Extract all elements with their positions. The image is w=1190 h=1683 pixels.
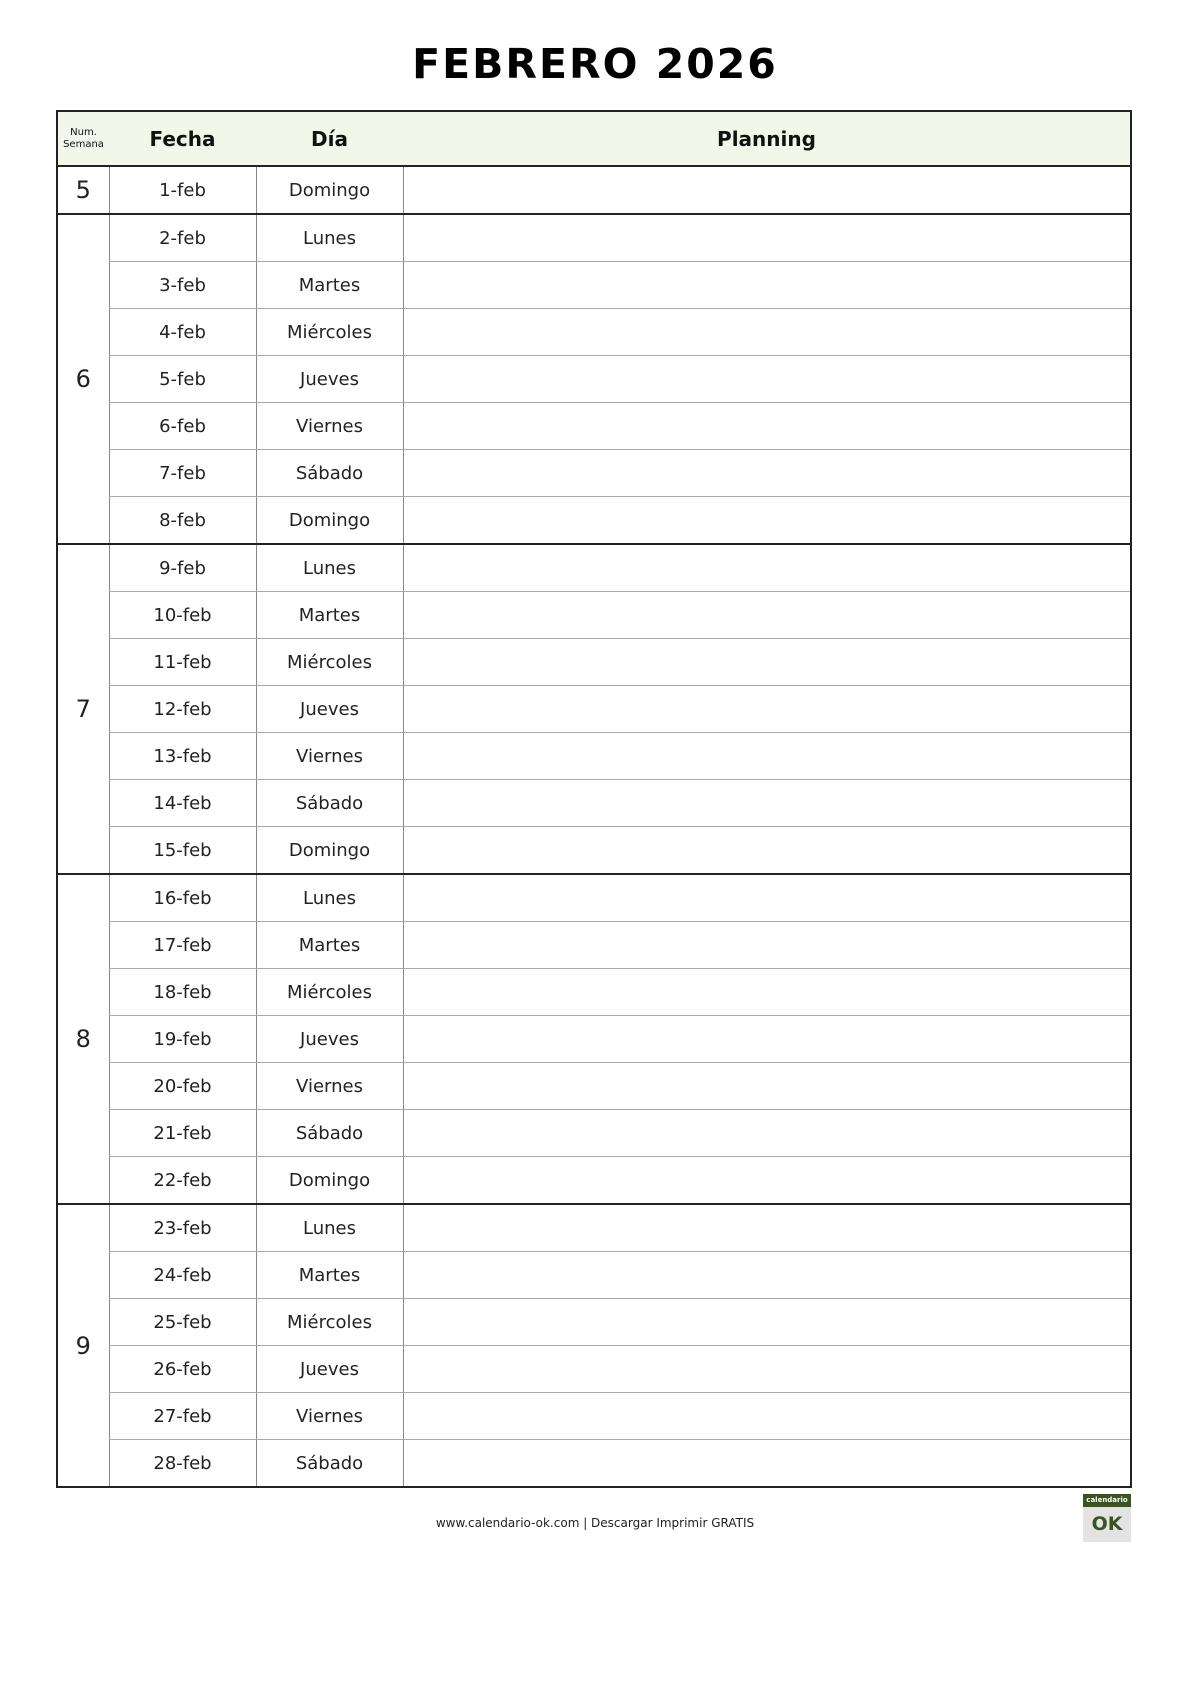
- day-cell: Martes: [256, 922, 403, 969]
- date-cell: 14-feb: [109, 780, 256, 827]
- planning-cell[interactable]: [403, 1016, 1131, 1063]
- planning-table: [56, 110, 1132, 1488]
- table-row: [57, 309, 1131, 356]
- table-header-row: [57, 111, 1131, 166]
- table-row: [57, 1063, 1131, 1110]
- date-cell: 24-feb: [109, 1252, 256, 1299]
- table-row: [57, 450, 1131, 497]
- day-cell: Miércoles: [256, 309, 403, 356]
- date-cell: 6-feb: [109, 403, 256, 450]
- day-cell: Miércoles: [256, 969, 403, 1016]
- week-number-cell: 8: [57, 874, 109, 1204]
- table-row: [57, 922, 1131, 969]
- planning-cell[interactable]: [403, 309, 1131, 356]
- date-cell: 22-feb: [109, 1157, 256, 1205]
- week-number-cell: 6: [57, 214, 109, 544]
- planning-header: Planning: [403, 111, 1131, 166]
- date-cell: 23-feb: [109, 1204, 256, 1252]
- planning-cell[interactable]: [403, 1252, 1131, 1299]
- date-cell: 7-feb: [109, 450, 256, 497]
- date-cell: 8-feb: [109, 497, 256, 545]
- date-cell: 17-feb: [109, 922, 256, 969]
- date-cell: 25-feb: [109, 1299, 256, 1346]
- planning-cell[interactable]: [403, 1204, 1131, 1252]
- page-title: FEBRERO 2026: [412, 40, 778, 88]
- day-cell: Viernes: [256, 1063, 403, 1110]
- table-row: [57, 262, 1131, 309]
- planning-cell[interactable]: [403, 1346, 1131, 1393]
- date-cell: 26-feb: [109, 1346, 256, 1393]
- calendario-ok-logo: [1083, 1494, 1131, 1542]
- planning-cell[interactable]: [403, 780, 1131, 827]
- table-row: [57, 1393, 1131, 1440]
- date-cell: 4-feb: [109, 309, 256, 356]
- planning-cell[interactable]: [403, 1393, 1131, 1440]
- logo-ok-text: OK: [1083, 1507, 1131, 1542]
- table-row: [57, 166, 1131, 214]
- planning-cell[interactable]: [403, 1157, 1131, 1205]
- planning-cell[interactable]: [403, 1063, 1131, 1110]
- planning-cell[interactable]: [403, 686, 1131, 733]
- table-row: [57, 1157, 1131, 1205]
- table-row: [57, 1110, 1131, 1157]
- day-cell: Sábado: [256, 1110, 403, 1157]
- week-number-cell: 9: [57, 1204, 109, 1487]
- table-row: [57, 356, 1131, 403]
- date-cell: 18-feb: [109, 969, 256, 1016]
- date-cell: 20-feb: [109, 1063, 256, 1110]
- day-cell: Martes: [256, 262, 403, 309]
- week-number-cell: 7: [57, 544, 109, 874]
- table-body: [57, 166, 1131, 1487]
- day-cell: Sábado: [256, 1440, 403, 1488]
- week-number-header: Num. Semana: [57, 111, 109, 166]
- table-row: [57, 874, 1131, 922]
- day-cell: Miércoles: [256, 1299, 403, 1346]
- date-cell: 19-feb: [109, 1016, 256, 1063]
- table-row: [57, 733, 1131, 780]
- table-row: [57, 827, 1131, 875]
- day-cell: Sábado: [256, 780, 403, 827]
- planning-cell[interactable]: [403, 733, 1131, 780]
- planning-cell[interactable]: [403, 450, 1131, 497]
- logo-top-text: calendario: [1083, 1494, 1131, 1507]
- day-cell: Domingo: [256, 1157, 403, 1205]
- table-row: [57, 544, 1131, 592]
- table-row: [57, 686, 1131, 733]
- planning-cell[interactable]: [403, 592, 1131, 639]
- planning-cell[interactable]: [403, 262, 1131, 309]
- table-row: [57, 1252, 1131, 1299]
- date-cell: 15-feb: [109, 827, 256, 875]
- date-cell: 16-feb: [109, 874, 256, 922]
- date-cell: 9-feb: [109, 544, 256, 592]
- date-cell: 11-feb: [109, 639, 256, 686]
- date-header: Fecha: [109, 111, 256, 166]
- table-row: [57, 214, 1131, 262]
- planning-cell[interactable]: [403, 874, 1131, 922]
- day-cell: Martes: [256, 1252, 403, 1299]
- day-cell: Lunes: [256, 1204, 403, 1252]
- date-cell: 2-feb: [109, 214, 256, 262]
- table-row: [57, 969, 1131, 1016]
- planning-cell[interactable]: [403, 1299, 1131, 1346]
- table-row: [57, 592, 1131, 639]
- planning-cell[interactable]: [403, 497, 1131, 545]
- day-cell: Viernes: [256, 733, 403, 780]
- day-cell: Jueves: [256, 356, 403, 403]
- day-cell: Domingo: [256, 166, 403, 214]
- date-cell: 10-feb: [109, 592, 256, 639]
- day-cell: Viernes: [256, 403, 403, 450]
- table-row: [57, 780, 1131, 827]
- planning-cell[interactable]: [403, 214, 1131, 262]
- planning-cell[interactable]: [403, 166, 1131, 214]
- date-cell: 21-feb: [109, 1110, 256, 1157]
- date-cell: 12-feb: [109, 686, 256, 733]
- day-cell: Viernes: [256, 1393, 403, 1440]
- table-row: [57, 1440, 1131, 1488]
- date-cell: 3-feb: [109, 262, 256, 309]
- date-cell: 27-feb: [109, 1393, 256, 1440]
- day-cell: Lunes: [256, 214, 403, 262]
- table-row: [57, 497, 1131, 545]
- table-row: [57, 403, 1131, 450]
- date-cell: 1-feb: [109, 166, 256, 214]
- planning-cell[interactable]: [403, 639, 1131, 686]
- day-cell: Lunes: [256, 544, 403, 592]
- day-cell: Miércoles: [256, 639, 403, 686]
- table-row: [57, 1204, 1131, 1252]
- planning-cell[interactable]: [403, 356, 1131, 403]
- day-cell: Domingo: [256, 827, 403, 875]
- date-cell: 28-feb: [109, 1440, 256, 1488]
- day-cell: Martes: [256, 592, 403, 639]
- day-cell: Domingo: [256, 497, 403, 545]
- table-row: [57, 1346, 1131, 1393]
- day-cell: Jueves: [256, 686, 403, 733]
- planning-cell[interactable]: [403, 1440, 1131, 1488]
- date-cell: 13-feb: [109, 733, 256, 780]
- planning-cell[interactable]: [403, 827, 1131, 875]
- planning-cell[interactable]: [403, 922, 1131, 969]
- date-cell: 5-feb: [109, 356, 256, 403]
- day-cell: Jueves: [256, 1016, 403, 1063]
- planning-cell[interactable]: [403, 969, 1131, 1016]
- day-cell: Lunes: [256, 874, 403, 922]
- table-row: [57, 639, 1131, 686]
- day-header: Día: [256, 111, 403, 166]
- planning-cell[interactable]: [403, 403, 1131, 450]
- week-number-cell: 5: [57, 166, 109, 214]
- footer-text: www.calendario-ok.com | Descargar Imprimir GRATIS: [435, 1516, 755, 1530]
- planning-cell[interactable]: [403, 544, 1131, 592]
- table-row: [57, 1299, 1131, 1346]
- day-cell: Jueves: [256, 1346, 403, 1393]
- day-cell: Sábado: [256, 450, 403, 497]
- table-row: [57, 1016, 1131, 1063]
- planning-cell[interactable]: [403, 1110, 1131, 1157]
